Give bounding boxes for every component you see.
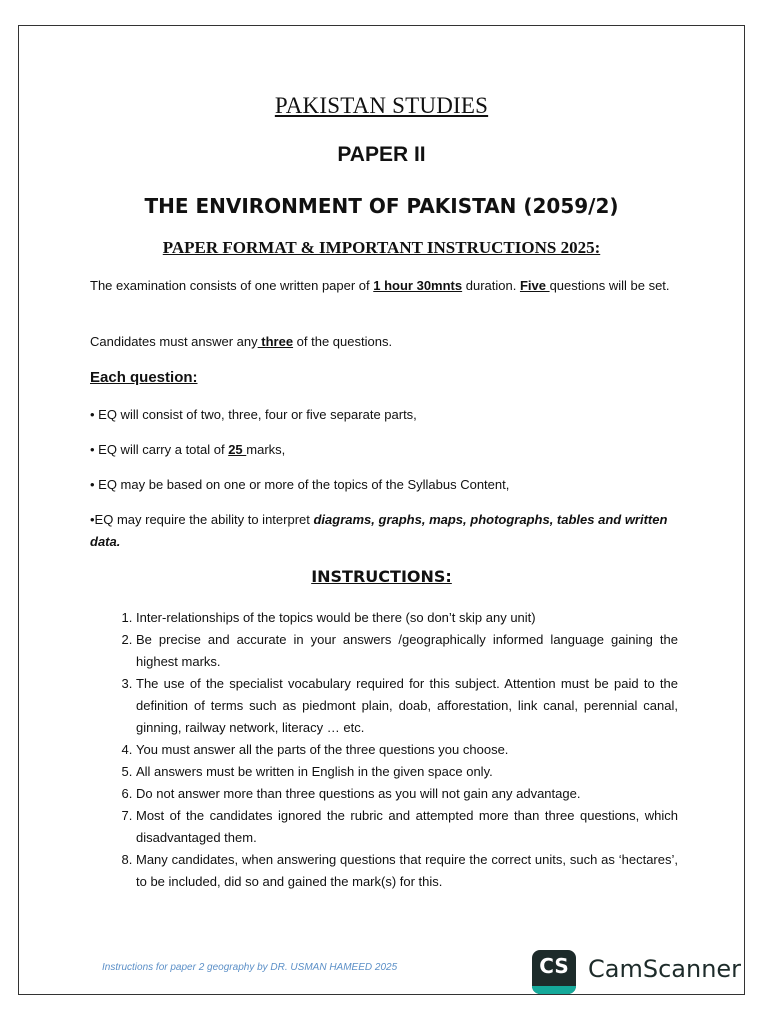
instruction-item: 1. Inter-relationships of the topics would be there (so don’t skip any unit) [136, 607, 678, 629]
eq-bullet-2 [90, 439, 680, 461]
instruction-item: 7. Most of the candidates ignored the rubric and attempted more than three questions, which disadvantaged them. [136, 805, 678, 849]
eq-text: marks, [246, 442, 286, 457]
five-text: Five [519, 278, 550, 293]
subtitle-name: THE ENVIRONMENT OF PAKISTAN [144, 194, 517, 218]
instruction-item: 6. Do not answer more than three questions as you will not gain any advantage. [136, 783, 678, 805]
eq-bullet-1: • EQ will consist of two, three, four or five separate parts, [90, 407, 417, 422]
intro-text: duration. [462, 278, 520, 293]
instruction-item: 5. All answers must be written in English in the given space only. [136, 761, 678, 783]
instruction-item: 8. Many candidates, when answering questions that require the correct units, such as ‘hectares’, to be included, did so and gained the mark(s) for this. [136, 849, 678, 893]
instructions-list [90, 607, 678, 893]
format-heading: PAPER FORMAT & IMPORTANT INSTRUCTIONS 2025: [162, 238, 601, 257]
intro-text: The examination consists of one written paper of [90, 278, 374, 293]
duration-text: 1 hour 30mnts [373, 278, 463, 293]
camscanner-badge-stripe [532, 986, 576, 994]
eq-text: •EQ may require the ability to interpret [90, 512, 314, 527]
paper-number: PAPER II [337, 143, 426, 166]
instructions-heading: INSTRUCTIONS: [311, 567, 452, 586]
subtitle-code: (2059/2) [523, 194, 619, 218]
three-text: three [257, 334, 294, 349]
instruction-item: 3. The use of the specialist vocabulary required for this subject. Attention must be paid to the definition of terms such as piedmont plain, doab, afforestation, link canal, perennial canal, ginning, railway network, literacy … etc. [136, 673, 678, 739]
footer-credit: Instructions for paper 2 geography by DR. USMAN HAMEED 2025 [102, 962, 398, 973]
intro-text: Candidates must answer any [90, 334, 258, 349]
document-title: PAKISTAN STUDIES [274, 93, 489, 118]
marks-text: 25 [228, 442, 247, 457]
eq-text: • EQ will carry a total of [90, 442, 229, 457]
intro-text: of the questions. [293, 334, 393, 349]
intro-paragraph-1 [90, 275, 680, 297]
each-question-heading: Each question: [90, 369, 198, 386]
intro-paragraph-2 [90, 331, 680, 353]
data-types-text: diagrams, graphs, maps, photographs, tables and written data. [90, 512, 668, 549]
instruction-item: 2. Be precise and accurate in your answers /geographically informed language gaining the highest marks. [136, 629, 678, 673]
camscanner-logo-icon [532, 950, 576, 994]
paper-subtitle [18, 194, 745, 218]
camscanner-badge-text: CS [539, 954, 569, 978]
instruction-item: 4. You must answer all the parts of the three questions you choose. [136, 739, 678, 761]
eq-bullet-4 [90, 509, 680, 553]
eq-bullet-3: • EQ may be based on one or more of the topics of the Syllabus Content, [90, 477, 510, 492]
intro-text: questions will be set. [549, 278, 670, 293]
camscanner-wordmark: CamScanner [588, 955, 742, 983]
